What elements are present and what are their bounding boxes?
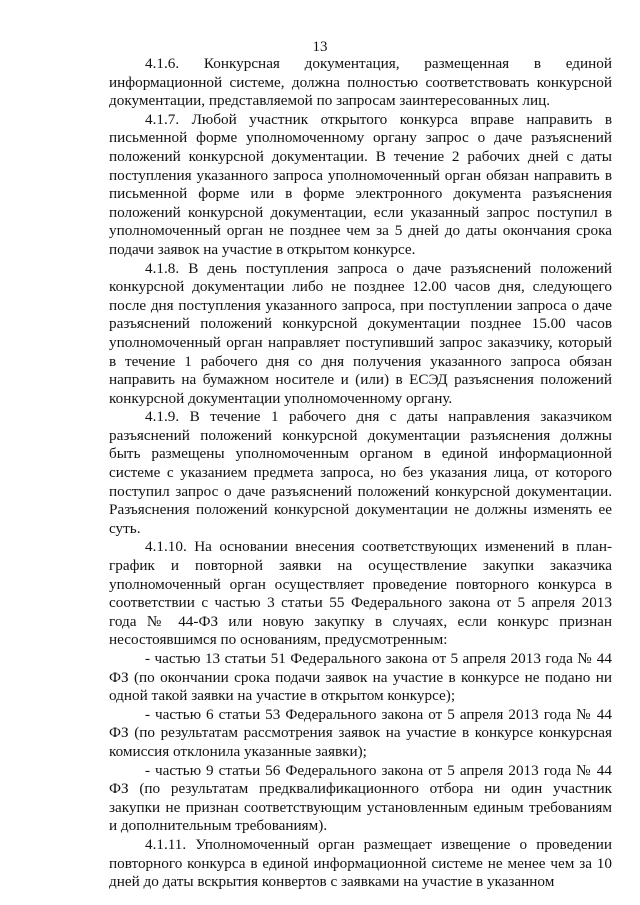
paragraph-4-1-10: 4.1.10. На основании внесения соответствующих изменений в план-график и повторной заявки на осуществление закупки заказчика уполномоченный орган осуществляет проведение повторного конкурса в соответствии с частью 3 статьи 55 Федерального закона от 5 апреля 2013 года № 44-ФЗ или новую закупку в случаях, если конкурс признан несостоявшимся по основаниям, предусмотренным: [109, 538, 612, 649]
page-number: 13 [312, 39, 328, 55]
paragraph-4-1-8: 4.1.8. В день поступления запроса о даче разъяснений положений конкурсной документации либо не позднее 12.00 часов дня, следующего после дня поступления указанного запроса, при поступлении запроса о даче разъяснений положений конкурсной документации позднее 15.00 часов уполномоченный орган направляет поступивший запрос заказчику, который в течение 1 рабочего дня со дня получения указанного запроса обязан направить на бумажном носителе и (или) в ЕСЭД разъяснения положений конкурсной документации уполномоченному органу. [109, 259, 612, 407]
document-body [109, 55, 612, 892]
paragraph-4-1-11: 4.1.11. Уполномоченный орган размещает извещение о проведении повторного конкурса в единой информационной системе не менее чем за 10 дней до даты вскрытия конвертов с заявками на участие в указанном [109, 835, 612, 891]
paragraph-4-1-9: 4.1.9. В течение 1 рабочего дня с даты направления заказчиком разъяснений положений конкурсной документации разъяснения должны быть размещены уполномоченным органом в единой информационной системе с указанием предмета запроса, но без указания лица, от которого поступил запрос о даче разъяснений положений конкурсной документации. Разъяснения положений конкурсной документации не должны изменять ее суть. [109, 408, 612, 537]
paragraph-4-1-7: 4.1.7. Любой участник открытого конкурса вправе направить в письменной форме уполномоченному органу запрос о даче разъяснений положений конкурсной документации. В течение 2 рабочих дней с даты поступления указанного запроса уполномоченный орган обязан направить в письменной форме или в форме электронного документа разъяснения положений конкурсной документации, если указанный запрос поступил в уполномоченный орган не позднее чем за 5 дней до даты окончания срока подачи заявок на участие в открытом конкурсе. [109, 110, 612, 258]
list-item-part-6-article-53: - частью 6 статьи 53 Федерального закона от 5 апреля 2013 года № 44 ФЗ (по результатам рассмотрения заявок на участие в конкурсе конкурсная комиссия отклонила указанные заявки); [109, 705, 612, 760]
paragraph-4-1-6: 4.1.6. Конкурсная документация, размещенная в единой информационной системе, должна полностью соответствовать конкурсной документации, представляемой по запросам заинтересованных лиц. [109, 55, 612, 110]
list-item-part-9-article-56: - частью 9 статьи 56 Федерального закона от 5 апреля 2013 года № 44 ФЗ (по результатам предквалификационного отбора ни один участник закупки не признан соответствующим установленным единым требованиям и дополнительным требованиям). [109, 761, 612, 835]
list-item-part-13-article-51: - частью 13 статьи 51 Федерального закона от 5 апреля 2013 года № 44 ФЗ (по окончании срока подачи заявок на участие в конкурсе не подано ни одной такой заявки на участие в открытом конкурсе); [109, 650, 612, 705]
